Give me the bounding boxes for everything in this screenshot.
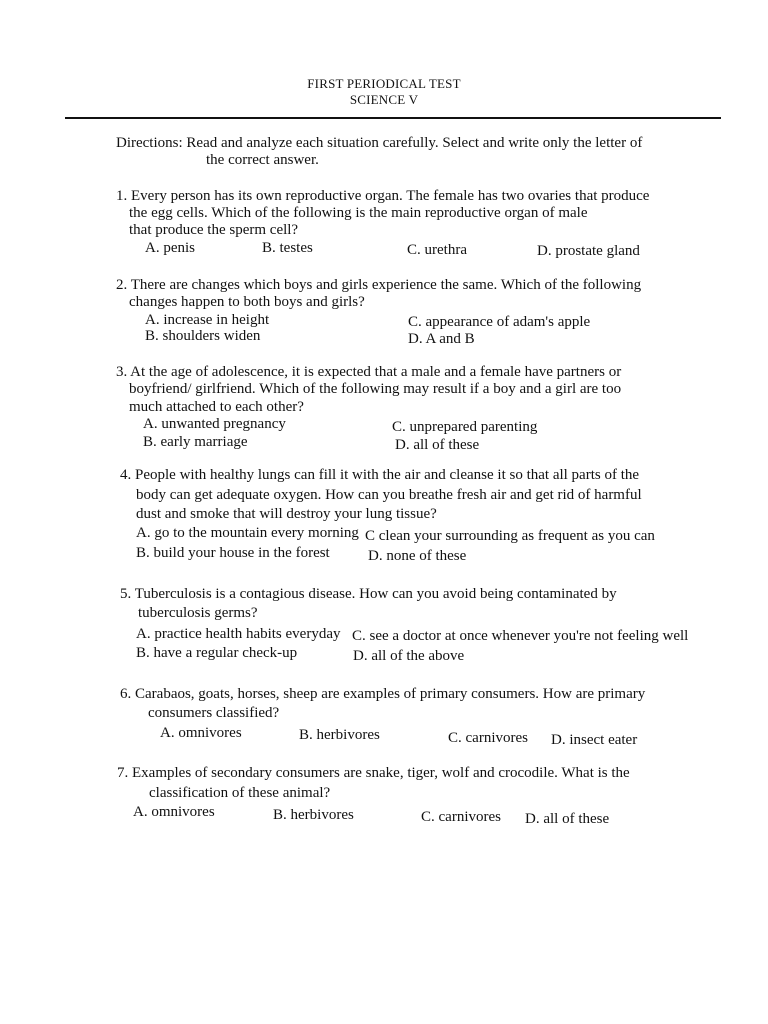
question-7-option-c: C. carnivores bbox=[421, 809, 501, 825]
question-2-line-1: 2. There are changes which boys and girls experience the same. Which of the following bbox=[116, 277, 642, 293]
question-5-line-1: 5. Tuberculosis is a contagious disease. How can you avoid being contaminated by bbox=[120, 586, 617, 602]
question-3-line-3: much attached to each other? bbox=[129, 399, 304, 415]
question-6-option-a: A. omnivores bbox=[160, 725, 242, 741]
question-4-line-3: dust and smoke that will destroy your lung tissue? bbox=[136, 506, 437, 522]
question-2-option-a: A. increase in height bbox=[145, 312, 270, 328]
question-4-option-b: B. build your house in the forest bbox=[136, 545, 330, 561]
question-7-option-b: B. herbivores bbox=[273, 807, 354, 823]
question-4-line-2: body can get adequate oxygen. How can you breathe fresh air and get rid of harmful bbox=[136, 487, 642, 503]
question-5-option-a: A. practice health habits everyday bbox=[136, 626, 341, 642]
question-6-option-c: C. carnivores bbox=[448, 730, 528, 746]
question-1-option-c: C. urethra bbox=[407, 242, 467, 258]
question-6-option-d: D. insect eater bbox=[551, 732, 638, 748]
question-5-option-c: C. see a doctor at once whenever you're not feeling well bbox=[352, 628, 689, 644]
question-3-option-d: D. all of these bbox=[395, 437, 480, 453]
question-4-option-d: D. none of these bbox=[368, 548, 467, 564]
question-6-option-b: B. herbivores bbox=[299, 727, 380, 743]
question-5-option-d: D. all of the above bbox=[353, 648, 465, 664]
question-3-line-2: boyfriend/ girlfriend. Which of the following may result if a boy and a girl are too bbox=[129, 381, 622, 397]
question-3-option-a: A. unwanted pregnancy bbox=[143, 416, 286, 432]
test-header bbox=[0, 76, 768, 108]
question-7-line-2: classification of these animal? bbox=[149, 785, 331, 801]
question-1-line-1: 1. Every person has its own reproductive organ. The female has two ovaries that produce bbox=[116, 188, 650, 204]
question-4-option-a: A. go to the mountain every morning bbox=[136, 525, 359, 541]
question-1-option-b: B. testes bbox=[262, 240, 313, 256]
question-6-line-1: 6. Carabaos, goats, horses, sheep are examples of primary consumers. How are primary bbox=[120, 686, 646, 702]
question-1-option-d: D. prostate gland bbox=[537, 243, 640, 259]
question-1-line-2: the egg cells. Which of the following is the main reproductive organ of male bbox=[129, 205, 588, 221]
question-5-line-2: tuberculosis germs? bbox=[138, 605, 258, 621]
directions-line-1: Directions: Read and analyze each situation carefully. Select and write only the letter of bbox=[116, 135, 643, 151]
question-7-option-a: A. omnivores bbox=[133, 804, 215, 820]
test-subject: SCIENCE V bbox=[349, 92, 419, 107]
question-3-option-b: B. early marriage bbox=[143, 434, 248, 450]
question-7-line-1: 7. Examples of secondary consumers are snake, tiger, wolf and crocodile. What is the bbox=[117, 765, 630, 781]
question-5-option-b: B. have a regular check-up bbox=[136, 645, 298, 661]
header-divider bbox=[65, 117, 721, 119]
question-6-line-2: consumers classified? bbox=[148, 705, 280, 721]
test-title: FIRST PERIODICAL TEST bbox=[307, 76, 461, 91]
question-4-option-c: C clean your surrounding as frequent as you can bbox=[365, 528, 655, 544]
question-2-line-2: changes happen to both boys and girls? bbox=[129, 294, 365, 310]
question-2-option-d: D. A and B bbox=[408, 331, 475, 347]
question-2-option-c: C. appearance of adam's apple bbox=[408, 314, 591, 330]
question-3-option-c: C. unprepared parenting bbox=[392, 419, 538, 435]
question-1-line-3: that produce the sperm cell? bbox=[129, 222, 299, 238]
question-4-line-1: 4. People with healthy lungs can fill it with the air and cleanse it so that all parts of the bbox=[120, 467, 640, 483]
question-1-option-a: A. penis bbox=[145, 240, 195, 256]
question-7-option-d: D. all of these bbox=[525, 811, 610, 827]
question-2-option-b: B. shoulders widen bbox=[145, 328, 261, 344]
directions-line-2: the correct answer. bbox=[206, 152, 319, 168]
question-3-line-1: 3. At the age of adolescence, it is expected that a male and a female have partners or bbox=[116, 364, 622, 380]
